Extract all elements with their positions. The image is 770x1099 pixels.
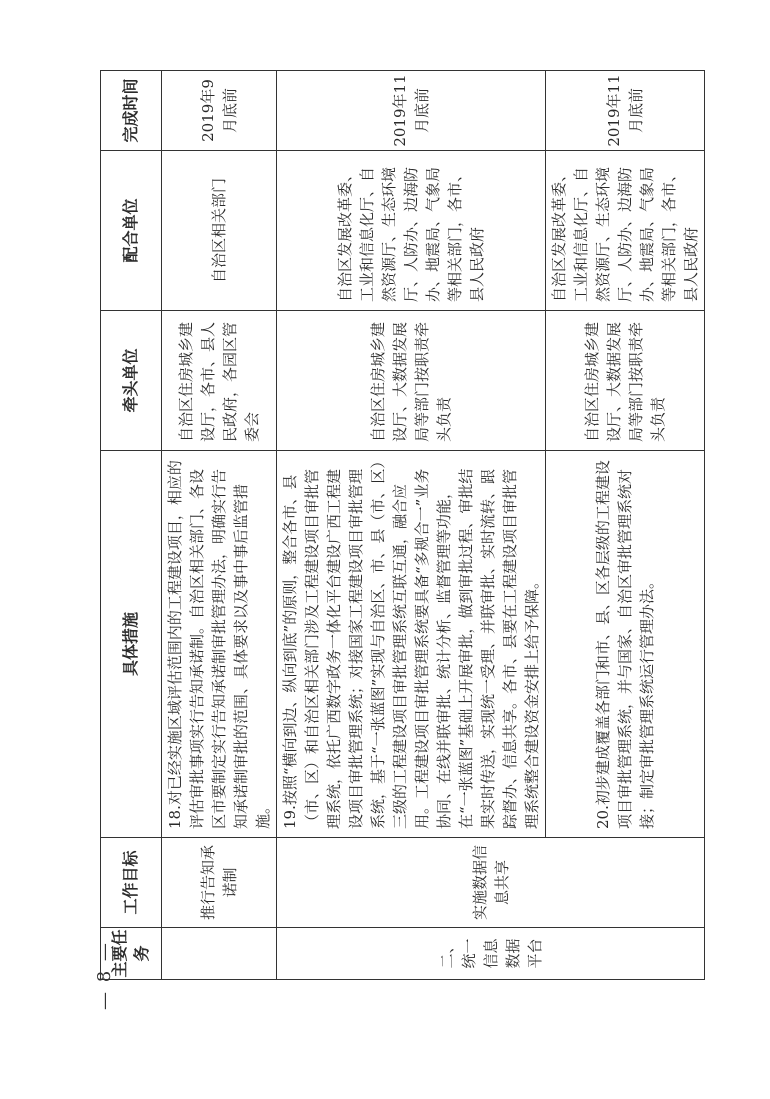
measure-cell: 20.初步建成覆盖各部门和市、县、区各层级的工程建设项目审批管理系统，并与国家、自治区审批管理系统对接；制定审批管理系统运行管理办法。 xyxy=(546,451,705,838)
measure-cell: 19.按照“横向到边、纵向到底”的原则，整合各市、县（市、区）和自治区相关部门涉及工程建设项目审批管理系统，依托广西数字政务一体化平台建设广西工程建设项目审批管理系统；对接国家工程建设项目审批管理系统，基于“一张蓝图”实现与自治区、市、县（市、区）三级的工程建设项目审批管理系统互联互通，融合应用。工程建设项目审批管理系统要具备“多规合一”业务协同、在线并联审批、统计分析、监督管理等功能，在“一张蓝图”基础上开展审批，做到审批过程、审批结果实时传送，实现统一受理、并联审批、实时流转、跟踪督办、信息共享。各市、县要在工程建设项目审批管理系统整合建设资金安排上给予保障。 xyxy=(277,451,546,838)
rotated-page xyxy=(100,71,700,980)
page-number: — 8 — xyxy=(94,941,115,1010)
task-cell: 二、统一信息数据平台 xyxy=(277,928,705,980)
deadline-cell: 2019年9月底前 xyxy=(162,71,277,151)
goal-cell: 推行告知承诺制 xyxy=(162,838,277,928)
deadline-cell: 2019年11月底前 xyxy=(546,71,705,151)
lead-cell: 自治区住房城乡建设厅、大数据发展局等部门按职责牵头负责 xyxy=(546,311,705,451)
coop-cell: 自治区发展改革委、工业和信息化厅、自然资源厅、生态环境厅、人防办、边海防办、地震局、气象局等相关部门，各市、县人民政府 xyxy=(277,151,546,311)
header-deadline: 完成时间 xyxy=(101,71,162,151)
measures-table xyxy=(100,70,705,980)
lead-cell: 自治区住房城乡建设厅、大数据发展局等部门按职责牵头负责 xyxy=(277,311,546,451)
header-goal: 工作目标 xyxy=(101,838,162,928)
table-row xyxy=(277,71,546,980)
goal-cell: 实施数据信息共享 xyxy=(277,838,705,928)
table-row xyxy=(162,71,277,980)
header-lead: 牵头单位 xyxy=(101,311,162,451)
header-task: 主要任务 xyxy=(101,928,162,980)
header-measure: 具体措施 xyxy=(101,451,162,838)
task-cell xyxy=(162,928,277,980)
measure-cell: 18.对已经实施区域评估范围内的工程建设项目，相应的评估审批事项实行告知承诺制。自治区相关部门、各设区市要制定实行告知承诺制审批管理办法，明确实行告知承诺制审批的范围、具体要求以及事中事后监管措施。 xyxy=(162,451,277,838)
deadline-cell: 2019年11月底前 xyxy=(277,71,546,151)
lead-cell: 自治区住房城乡建设厅，各市、县人民政府，各园区管委会 xyxy=(162,311,277,451)
coop-cell: 自治区发展改革委、工业和信息化厅、自然资源厅、生态环境厅、人防办、边海防办、地震局、气象局等相关部门，各市、县人民政府 xyxy=(546,151,705,311)
header-coop: 配合单位 xyxy=(101,151,162,311)
coop-cell: 自治区相关部门 xyxy=(162,151,277,311)
table-header-row xyxy=(101,71,162,980)
